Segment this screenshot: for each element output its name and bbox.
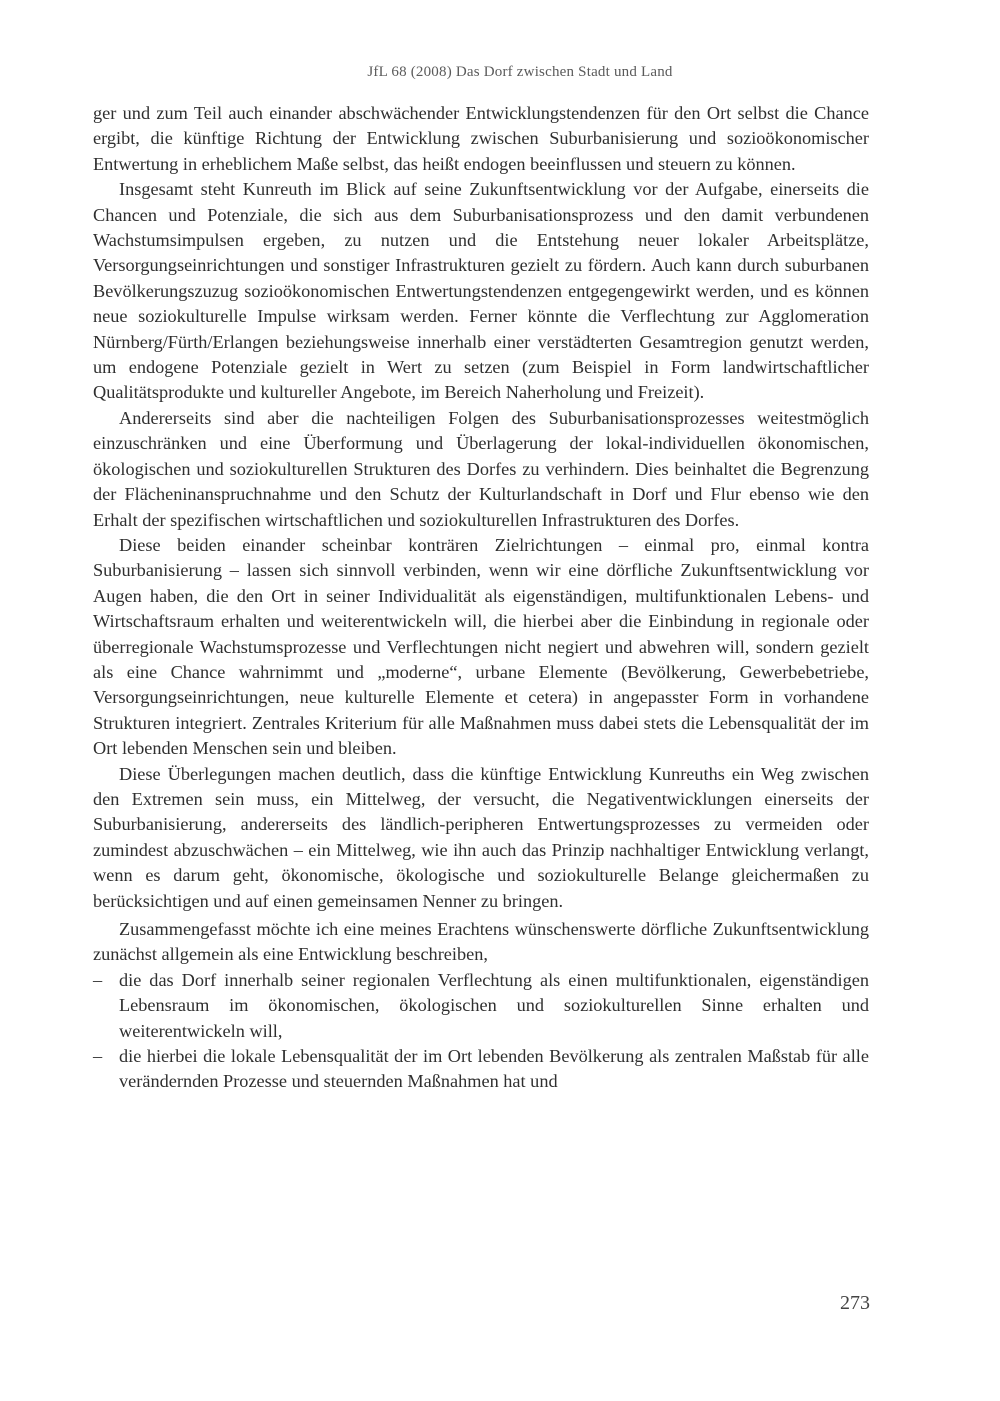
dash-marker: – [93, 969, 103, 990]
running-head: JfL 68 (2008) Das Dorf zwischen Stadt und Land [367, 64, 673, 80]
paragraph-continuation: ger und zum Teil auch einander abschwächender Entwicklungstendenzen für den Ort selbst die Chance ergibt, die künftige Richtung der Entwicklung zwischen Suburbanisierung und sozioökonomischer Entwertung in erheblichem Maße selbst, das heißt endogen beeinflussen und steuern zu können. [93, 103, 869, 174]
paragraph: Diese beiden einander scheinbar konträren Zielrichtungen – einmal pro, einmal kontra Suburbanisierung – lassen sich sinnvoll verbinden, wenn wir eine dörfliche Zukunftsentwicklung vor Augen haben, die den Ort in seiner Individualität als eigenständigen, multifunktionalen Lebens- und Wirtschaftsraum erhalten und weiterentwickeln will, die hierbei aber die Einbindung in regionale oder überregionale Wachstumsprozesse und Verflechtungen nicht negiert und abwehren will, sondern gezielt als eine Chance wahrnimmt und „moderne“, urbane Elemente (Bevölkerung, Gewerbebetriebe, Versorgungseinrichtungen, neue kulturelle Elemente et cetera) in angepasster Form in vorhandene Strukturen integriert. Zentrales Kriterium für alle Maßnahmen muss dabei stets die Lebensqualität der im Ort lebenden Menschen sein und bleiben. [93, 534, 869, 759]
list-item [93, 1044, 869, 1095]
list-item [93, 968, 869, 1044]
page-number: 273 [840, 1292, 870, 1314]
list-item-text: die hierbei die lokale Lebensqualität der im Ort lebenden Bevölkerung als zentralen Maßstab für alle verändernden Prozesse und steuernden Maßnahmen hat und [119, 1046, 869, 1092]
paragraph: Zusammengefasst möchte ich eine meines Erachtens wünschenswerte dörfliche Zukunftsentwicklung zunächst allgemein als eine Entwicklung beschreiben, [93, 919, 869, 965]
list-item-text: die das Dorf innerhalb seiner regionalen Verflechtung als einen multifunktionalen, eigenständigen Lebensraum im ökonomischen, ökologischen und soziokulturellen Sinne erhalten und weiterentwickeln will, [119, 969, 869, 1041]
body-text [93, 101, 869, 1095]
dash-list [93, 968, 869, 1095]
paragraph: Insgesamt steht Kunreuth im Blick auf seine Zukunftsentwicklung vor der Aufgabe, einerseits die Chancen und Potenziale, die sich aus dem Suburbanisationsprozess und den damit verbundenen Wachstumsimpulsen ergeben, zu nutzen und die Entstehung neuer lokaler Arbeitsplätze, Versorgungseinrichtungen und sonstiger Infrastrukturen gezielt zu fördern. Auch kann durch suburbanen Bevölkerungszuzug sozioökonomischen Entwertungstendenzen entgegengewirkt werden, und es können neue soziokulturelle Impulse wirksam werden. Ferner könnte die Verflechtung zur Agglomeration Nürnberg/Fürth/Erlangen beziehungsweise innerhalb einer verstädterten Gesamtregion genutzt werden, um endogene Potenziale gezielt in Wert zu setzen (zum Beispiel in Form landwirtschaftlicher Qualitätsprodukte und kultureller Angebote, im Bereich Naherholung und Freizeit). [93, 179, 869, 403]
paragraph: Andererseits sind aber die nachteiligen Folgen des Suburbanisationsprozesses weitestmöglich einzuschränken und eine Überformung und Überlagerung der lokal-individuellen ökonomischen, ökologischen und soziokulturellen Strukturen des Dorfes zu verhindern. Dies beinhaltet die Begrenzung der Flächeninanspruchnahme und den Schutz der Kulturlandschaft in Dorf und Flur ebenso wie den Erhalt der spezifischen wirtschaftlichen und soziokulturellen Infrastrukturen des Dorfes. [93, 407, 869, 530]
dash-marker: – [93, 1046, 103, 1067]
paragraph: Diese Überlegungen machen deutlich, dass die künftige Entwicklung Kunreuths ein Weg zwischen den Extremen sein muss, ein Mittelweg, der versucht, die Negativentwicklungen einerseits der Suburbanisierung, andererseits des ländlich-peripheren Entwertungsprozesses zu vermeiden oder zumindest abzuschwächen – ein Mittelweg, wie ihn auch das Prinzip nachhaltiger Entwicklung verlangt, wenn es darum geht, ökonomische, ökologische und soziokulturelle Belange gleichermaßen zu berücksichtigen und auf einen gemeinsamen Nenner zu bringen. [93, 763, 869, 911]
